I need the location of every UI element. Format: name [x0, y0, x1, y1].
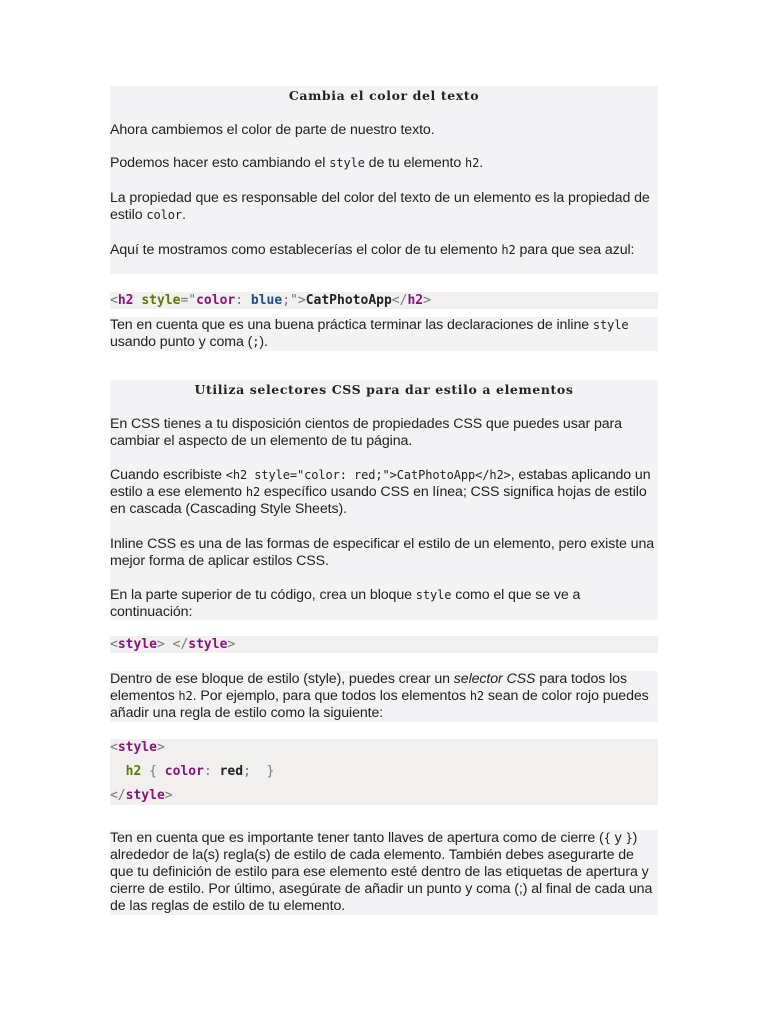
- section-1-paragraph-2: Podemos hacer esto cambiando el style de tu elemento h2.: [110, 155, 484, 171]
- section-1-intro: [110, 86, 658, 274]
- section-2-selector-text: [110, 671, 658, 722]
- code-example-blue-h2: <h2 style="color: blue;">CatPhotoApp</h2>: [110, 292, 658, 309]
- section-2-intro: [110, 380, 658, 620]
- section-2-title: Utiliza selectores CSS para dar estilo a elementos: [194, 382, 574, 397]
- inline-code: style: [415, 588, 452, 602]
- section-2-paragraph-5: Dentro de ese bloque de estilo (style), puedes crear un selector CSS para todos los elementos h2. Por ejemplo, para que todos los elementos h2 sean de color rojo puedes añadir una regla de estilo como la siguiente:: [110, 671, 649, 721]
- code-example-style-rule: [110, 739, 658, 805]
- inline-code: h2: [469, 689, 485, 703]
- inline-code: h2: [178, 689, 193, 703]
- inline-code: <h2 style="color: red;">CatPhotoApp</h2>: [225, 468, 511, 482]
- section-2-paragraph-6: Ten en cuenta que es importante tener tanto llaves de apertura como de cierre ({ y }) alrededor de la(s) regla(s) de estilo de cada elemento. También debes asegurarte de que tu definición de estilo para ese elemento esté dentro de las etiquetas de apertura y cierre de estilo. Por último, asegúrate de añadir un punto y coma (;) al final de cada una de las reglas de estilo de tu elemento.: [110, 830, 653, 914]
- section-2-paragraph-2: Cuando escribiste <h2 style="color: red;">CatPhotoApp</h2>, estabas aplicando un estilo a ese elemento h2 específico usando CSS en línea; CSS significa hojas de estilo en cascada (Cascading Style Sheets).: [110, 467, 651, 517]
- inline-code: h2: [245, 485, 261, 499]
- section-1-note: [110, 317, 658, 351]
- section-2-paragraph-3: Inline CSS es una de las formas de especificar el estilo de un elemento, pero existe una mejor forma de aplicar estilos CSS.: [110, 536, 655, 569]
- inline-code: style: [329, 156, 365, 170]
- code-example-style-block: <style> </style>: [110, 636, 658, 653]
- section-1-paragraph-4: Aquí te mostramos como establecerías el color de tu elemento h2 para que sea azul:: [110, 242, 635, 258]
- section-2-paragraph-1: En CSS tienes a tu disposición cientos de propiedades CSS que puedes usar para cambiar el aspecto de un elemento de tu página.: [110, 416, 622, 449]
- emphasis-text: selector CSS: [453, 671, 536, 687]
- section-1-paragraph-1: Ahora cambiemos el color de parte de nuestro texto.: [110, 122, 435, 138]
- code-line-1: <style>: [110, 740, 165, 755]
- inline-code: style: [592, 318, 629, 332]
- section-1-title: Cambia el color del texto: [288, 88, 480, 103]
- inline-code: h2: [464, 156, 480, 170]
- section-1-note-text: Ten en cuenta que es una buena práctica terminar las declaraciones de inline style usando punto y coma (;).: [110, 317, 629, 350]
- inline-code: color: [146, 208, 182, 222]
- code-line-3: </style>: [110, 788, 173, 803]
- inline-code: ;: [252, 335, 260, 349]
- section-2-paragraph-4: En la parte superior de tu código, crea un bloque style como el que se ve a continuación:: [110, 587, 581, 620]
- section-1-paragraph-3: La propiedad que es responsable del color del texto de un elemento es la propiedad de estilo color.: [110, 190, 650, 223]
- inline-code: }: [625, 831, 633, 845]
- inline-code: {: [603, 831, 611, 845]
- section-2-final-note: [110, 830, 658, 915]
- inline-code: h2: [501, 243, 516, 257]
- code-line-2: h2 { color: red; }: [125, 764, 275, 779]
